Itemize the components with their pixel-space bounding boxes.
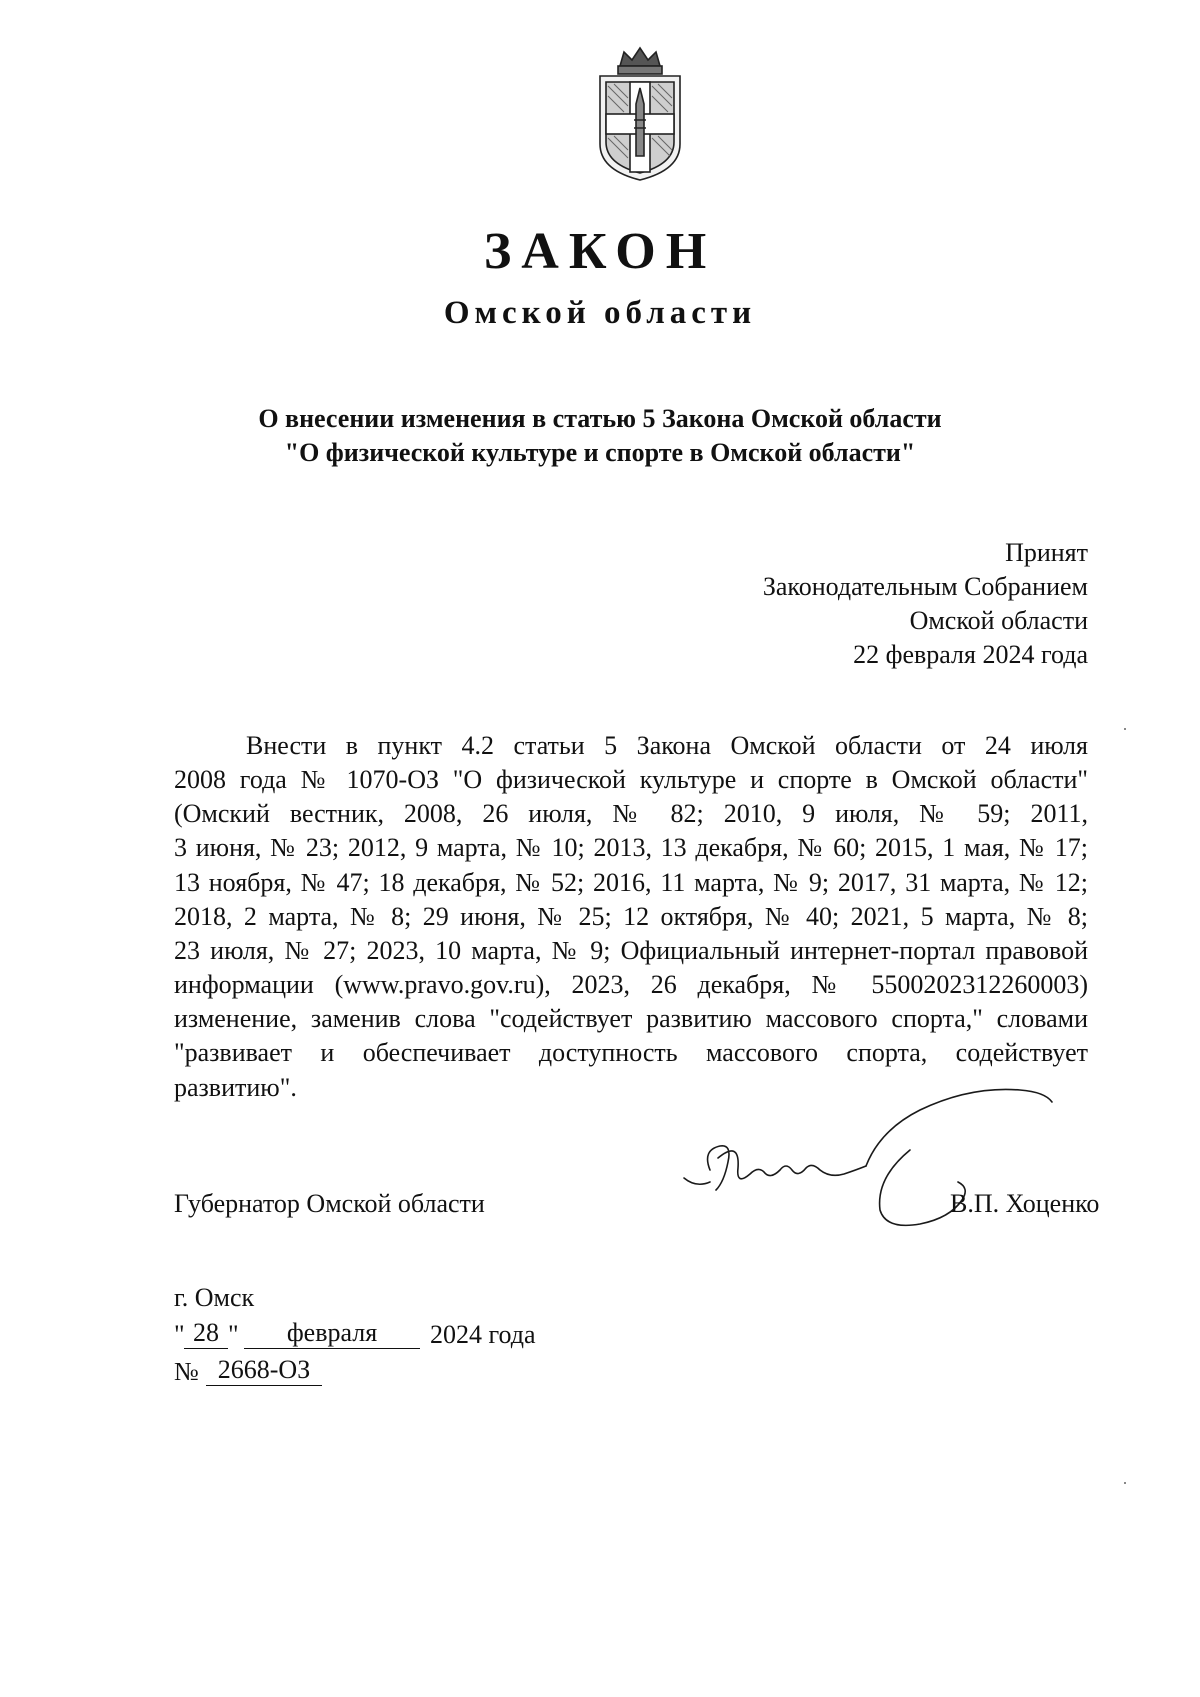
body-line: 2008 года № 1070-ОЗ "О физической культуре и спорте в Омской области" xyxy=(174,765,1088,794)
body-line: 23 июля, № 27; 2023, 10 марта, № 9; Официальный интернет-портал правовой xyxy=(174,936,1088,965)
law-number: 2668-ОЗ xyxy=(206,1355,322,1386)
body-line: (Омский вестник, 2008, 26 июля, № 82; 2010, 9 июля, № 59; 2011, xyxy=(174,799,1088,828)
date-quote-close: " xyxy=(228,1320,239,1349)
adoption-line-1: Принят xyxy=(1005,538,1088,567)
body-line: Внести в пункт 4.2 статьи 5 Закона Омской области от 24 июля xyxy=(246,731,1088,760)
law-subject-line-2: "О физической культуре и спорте в Омской области" xyxy=(284,438,916,467)
date-quote-open: " xyxy=(174,1320,185,1349)
body-line: изменение, заменив слова "содействует развитию массового спорта," словами xyxy=(174,1004,1088,1033)
body-line: "развивает и обеспечивает доступность массового спорта, содействует xyxy=(174,1038,1088,1067)
body-line: 2018, 2 марта, № 8; 29 июня, № 25; 12 октября, № 40; 2021, 5 марта, № 8; xyxy=(174,902,1088,931)
document-subtitle: Омской области xyxy=(443,295,757,331)
law-subject-line-1: О внесении изменения в статью 5 Закона Омской области xyxy=(258,404,942,433)
adoption-date: 22 февраля 2024 года xyxy=(853,640,1088,669)
place-of-signing: г. Омск xyxy=(174,1283,255,1312)
adoption-line-2: Законодательным Собранием xyxy=(762,572,1088,601)
scan-speck xyxy=(1124,728,1126,730)
adoption-line-3: Омской области xyxy=(909,606,1088,635)
body-line: 13 ноября, № 47; 18 декабря, № 52; 2016, 11 марта, № 9; 2017, 31 марта, № 12; xyxy=(174,868,1088,897)
signatory-name: В.П. Хоценко xyxy=(950,1189,1100,1218)
date-year: 2024 года xyxy=(430,1320,536,1349)
body-line: информации (www.pravo.gov.ru), 2023, 26 декабря, № 5500202312260003) xyxy=(174,970,1088,999)
body-line: развитию". xyxy=(174,1073,297,1102)
body-line: 3 июня, № 23; 2012, 9 марта, № 10; 2013, 13 декабря, № 60; 2015, 1 мая, № 17; xyxy=(174,833,1088,862)
date-day: 28 xyxy=(184,1318,228,1349)
signatory-position: Губернатор Омской области xyxy=(174,1189,485,1218)
scan-speck xyxy=(1124,1482,1126,1484)
coat-of-arms-emblem xyxy=(590,44,690,184)
law-number-prefix: № xyxy=(174,1357,199,1386)
date-month: февраля xyxy=(244,1318,420,1349)
document-title: ЗАКОН xyxy=(483,223,717,280)
handwritten-signature xyxy=(680,1070,1080,1250)
